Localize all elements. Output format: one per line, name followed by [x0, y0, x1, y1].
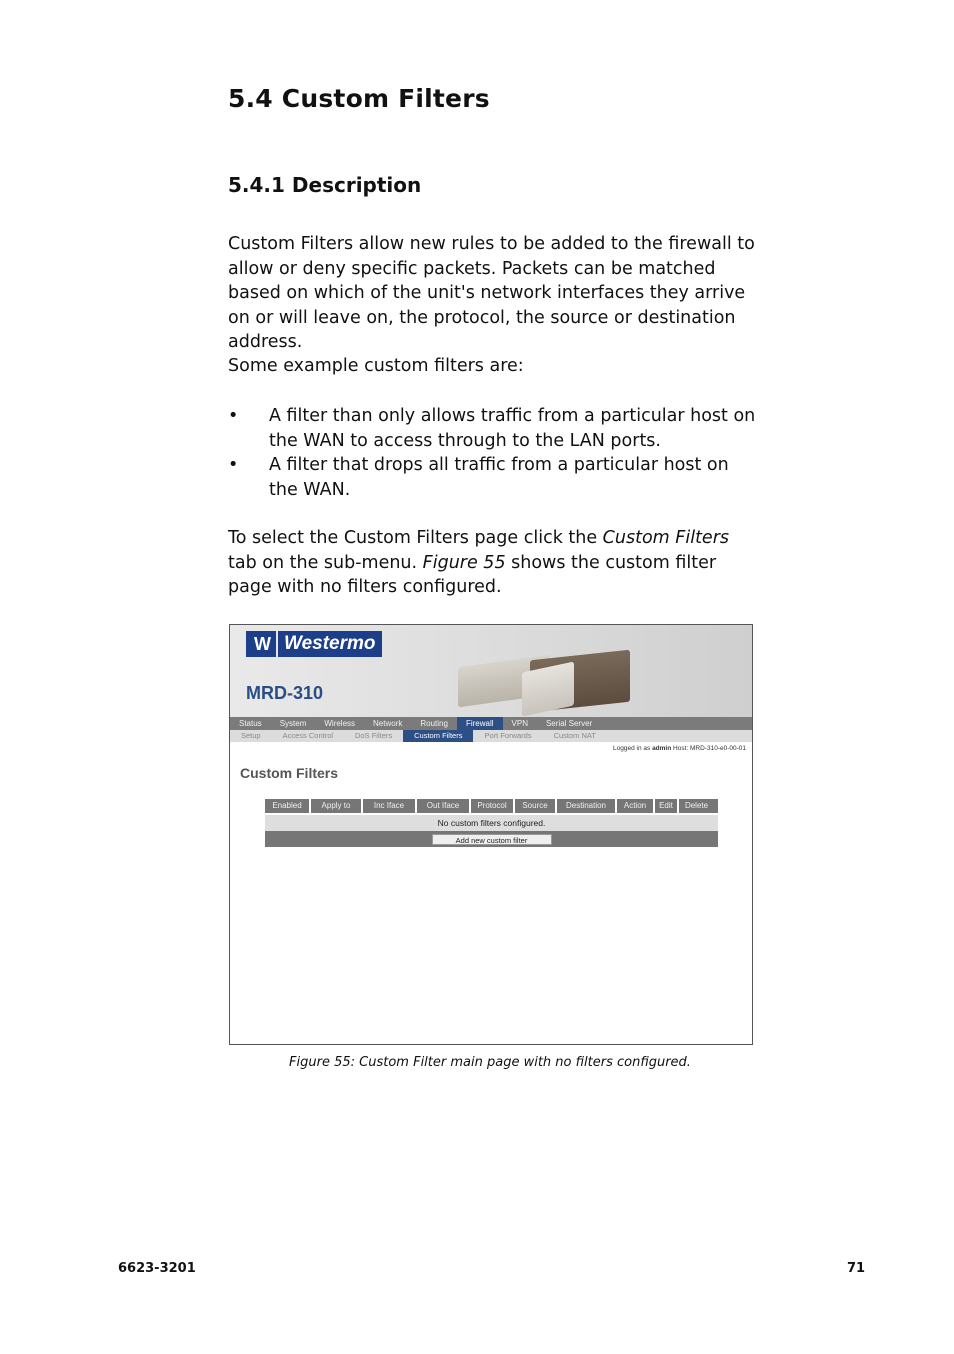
- nav-tab-firewall[interactable]: Firewall: [457, 717, 503, 730]
- logo-wordmark: Westermo: [278, 631, 382, 657]
- nav-tab-system[interactable]: System: [279, 719, 307, 728]
- column-header-enabled: Enabled: [265, 799, 311, 813]
- list-item: [228, 453, 758, 502]
- intro-paragraph: Custom Filters allow new rules to be added to the firewall to allow or deny specific packets. Packets can be matched based on which of the unit's network interfaces they arrive on or will leave on, the protocol, the source or destination address.: [228, 234, 755, 352]
- page-title: Custom Filters: [240, 765, 339, 781]
- column-header-source: Source: [515, 799, 557, 813]
- column-header-inc-iface: Inc Iface: [363, 799, 417, 813]
- empty-table-message: No custom filters configured.: [265, 815, 718, 831]
- subnav-tab-access-control[interactable]: Access Control: [282, 731, 334, 740]
- section-title: 5.4 Custom Filters: [228, 84, 490, 113]
- nav-tab-network[interactable]: Network: [373, 719, 403, 728]
- column-header-protocol: Protocol: [471, 799, 515, 813]
- subnav-tab-custom-nat[interactable]: Custom NAT: [553, 731, 596, 740]
- instructions-paragraph: [228, 526, 758, 600]
- bullet-icon: •: [228, 455, 239, 475]
- figure-screenshot: [229, 624, 753, 1045]
- bullet-icon: •: [228, 406, 239, 426]
- login-user: admin: [652, 745, 672, 752]
- login-prefix: Logged in as: [613, 745, 653, 752]
- column-header-destination: Destination: [557, 799, 617, 813]
- nav-tab-vpn[interactable]: VPN: [511, 719, 528, 728]
- westermo-logo: [246, 631, 382, 657]
- column-header-action: Action: [617, 799, 655, 813]
- figure-reference: Figure 55: [422, 552, 506, 573]
- sub-nav: [230, 730, 752, 742]
- subnav-tab-port-forwards[interactable]: Port Forwards: [484, 731, 532, 740]
- subnav-tab-setup[interactable]: Setup: [241, 731, 261, 740]
- login-host: Host: MRD-310-e0-00-01: [671, 745, 746, 752]
- subnav-tab-dos-filters[interactable]: DoS Filters: [355, 731, 393, 740]
- list-item-text: A filter than only allows traffic from a particular host on the WAN to access through to the LAN ports.: [269, 406, 756, 451]
- column-header-apply-to: Apply to: [311, 799, 363, 813]
- instructions-text-1: To select the Custom Filters page click the: [228, 528, 603, 548]
- instructions-text-3: shows the custom filter page with no filters configured.: [228, 552, 717, 597]
- examples-lead-paragraph: Some example custom filters are:: [228, 356, 524, 376]
- subsection-title: 5.4.1 Description: [228, 173, 422, 197]
- add-filter-row: [265, 831, 718, 847]
- main-nav: [230, 717, 752, 730]
- figure-caption: Figure 55: Custom Filter main page with no filters configured.: [289, 1055, 691, 1070]
- instructions-text-2: tab on the sub-menu.: [228, 552, 423, 573]
- nav-tab-serial-server[interactable]: Serial Server: [545, 719, 593, 728]
- nav-tab-status[interactable]: Status: [239, 719, 262, 728]
- custom-filters-tab-reference: Custom Filters: [602, 528, 730, 548]
- logo-mark-icon: W: [246, 631, 276, 657]
- page-number: 71: [847, 1261, 866, 1276]
- nav-tab-routing[interactable]: Routing: [420, 719, 448, 728]
- example-filters-list: [228, 404, 758, 502]
- list-item-text: A filter that drops all traffic from a particular host on the WAN.: [269, 455, 729, 500]
- table-header: [265, 799, 718, 813]
- nav-tab-wireless[interactable]: Wireless: [324, 719, 356, 728]
- login-status: [613, 745, 746, 752]
- list-item: [228, 404, 758, 453]
- subnav-tab-custom-filters[interactable]: Custom Filters: [403, 730, 473, 742]
- column-header-edit: Edit: [655, 799, 679, 813]
- custom-filters-table: [265, 799, 718, 847]
- document-number: 6623-3201: [118, 1261, 196, 1276]
- web-ui-banner: [230, 625, 752, 717]
- add-new-custom-filter-button[interactable]: Add new custom filter: [432, 834, 552, 845]
- column-header-out-iface: Out Iface: [417, 799, 471, 813]
- column-header-delete: Delete: [684, 801, 709, 810]
- model-name: MRD-310: [246, 683, 324, 703]
